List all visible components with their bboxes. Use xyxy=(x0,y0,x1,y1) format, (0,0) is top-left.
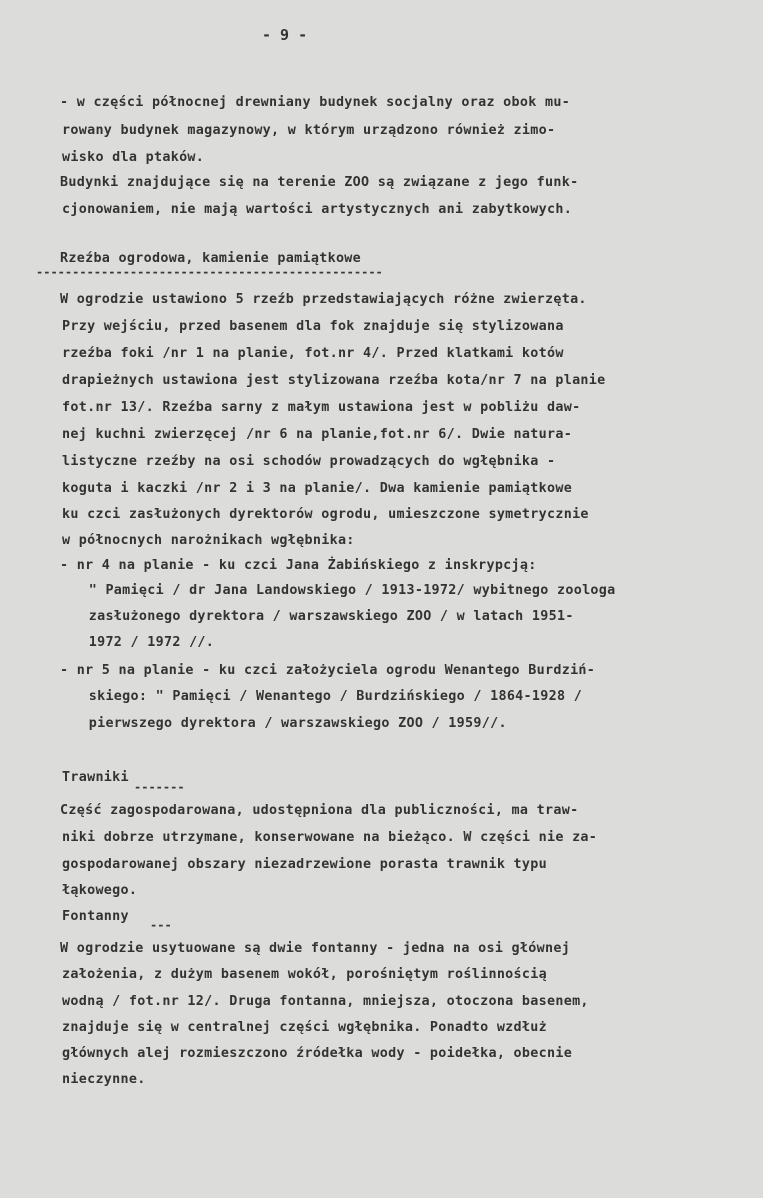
text-line: rzeźba foki /nr 1 na planie, fot.nr 4/. Przed klatkami kotów xyxy=(62,346,564,361)
section-heading: Trawniki xyxy=(62,770,129,785)
text-line: znajduje się w centralnej części wgłębnika. Ponadto wzdłuż xyxy=(62,1020,547,1035)
text-line: gospodarowanej obszary niezadrzewione porasta trawnik typu xyxy=(62,857,547,872)
text-line: rowany budynek magazynowy, w którym urządzono również zimo- xyxy=(62,123,556,138)
bullet-line: pierwszego dyrektora / warszawskiego ZOO / 1959//. xyxy=(72,716,507,731)
bullet-line: - nr 5 na planie - ku czci założyciela ogrodu Wenantego Burdziń- xyxy=(60,663,596,678)
bullet-line: zasłużonego dyrektora / warszawskiego ZOO / w latach 1951- xyxy=(72,609,574,624)
text-line: listyczne rzeźby na osi schodów prowadzących do wgłębnika - xyxy=(62,454,556,469)
text-line: nej kuchni zwierzęcej /nr 6 na planie,fot.nr 6/. Dwie natura- xyxy=(62,427,573,442)
page-number: - 9 - xyxy=(262,26,308,44)
text-line: fot.nr 13/. Rzeźba sarny z małym ustawiona jest w pobliżu daw- xyxy=(62,400,581,415)
section-heading: Rzeźba ogrodowa, kamienie pamiątkowe xyxy=(60,251,362,266)
text-line: nieczynne. xyxy=(62,1072,146,1087)
bullet-line: " Pamięci / dr Jana Landowskiego / 1913-1972/ wybitnego zoologa xyxy=(72,583,616,598)
bullet-line: - nr 4 na planie - ku czci Jana Żabińskiego z inskrypcją: xyxy=(60,558,537,573)
text-line: łąkowego. xyxy=(62,883,138,898)
text-line: Część zagospodarowana, udostępniona dla publiczności, ma traw- xyxy=(60,803,579,818)
heading-underline: --- xyxy=(150,918,172,932)
text-line: Przy wejściu, przed basenem dla fok znajduje się stylizowana xyxy=(62,319,564,334)
bullet-line: 1972 / 1972 //. xyxy=(72,635,215,650)
text-line: ku czci zasłużonych dyrektorów ogrodu, umieszczone symetrycznie xyxy=(62,507,589,522)
section-heading: Fontanny xyxy=(62,909,129,924)
text-line: drapieżnych ustawiona jest stylizowana rzeźba kota/nr 7 na planie xyxy=(62,373,606,388)
text-line: wisko dla ptaków. xyxy=(62,150,205,165)
text-line: - w części północnej drewniany budynek socjalny oraz obok mu- xyxy=(60,95,571,110)
heading-underline: ------------------------------------------------ xyxy=(36,265,383,279)
text-line: niki dobrze utrzymane, konserwowane na bieżąco. W części nie za- xyxy=(62,830,598,845)
heading-underline: ------- xyxy=(134,780,185,794)
text-line: głównych alej rozmieszczono źródełka wody - poidełka, obecnie xyxy=(62,1046,573,1061)
text-line: koguta i kaczki /nr 2 i 3 na planie/. Dwa kamienie pamiątkowe xyxy=(62,481,573,496)
text-line: założenia, z dużym basenem wokół, porośniętym roślinnością xyxy=(62,967,547,982)
text-line: Budynki znajdujące się na terenie ZOO są związane z jego funk- xyxy=(60,175,579,190)
text-line: w północnych narożnikach wgłębnika: xyxy=(62,533,355,548)
text-line: wodną / fot.nr 12/. Druga fontanna, mniejsza, otoczona basenem, xyxy=(62,994,589,1009)
bullet-line: skiego: " Pamięci / Wenantego / Burdzińskiego / 1864-1928 / xyxy=(72,689,583,704)
text-line: W ogrodzie ustawiono 5 rzeźb przedstawiających różne zwierzęta. xyxy=(60,292,587,307)
text-line: W ogrodzie usytuowane są dwie fontanny - jedna na osi głównej xyxy=(60,941,571,956)
text-line: cjonowaniem, nie mają wartości artystycznych ani zabytkowych. xyxy=(62,202,573,217)
